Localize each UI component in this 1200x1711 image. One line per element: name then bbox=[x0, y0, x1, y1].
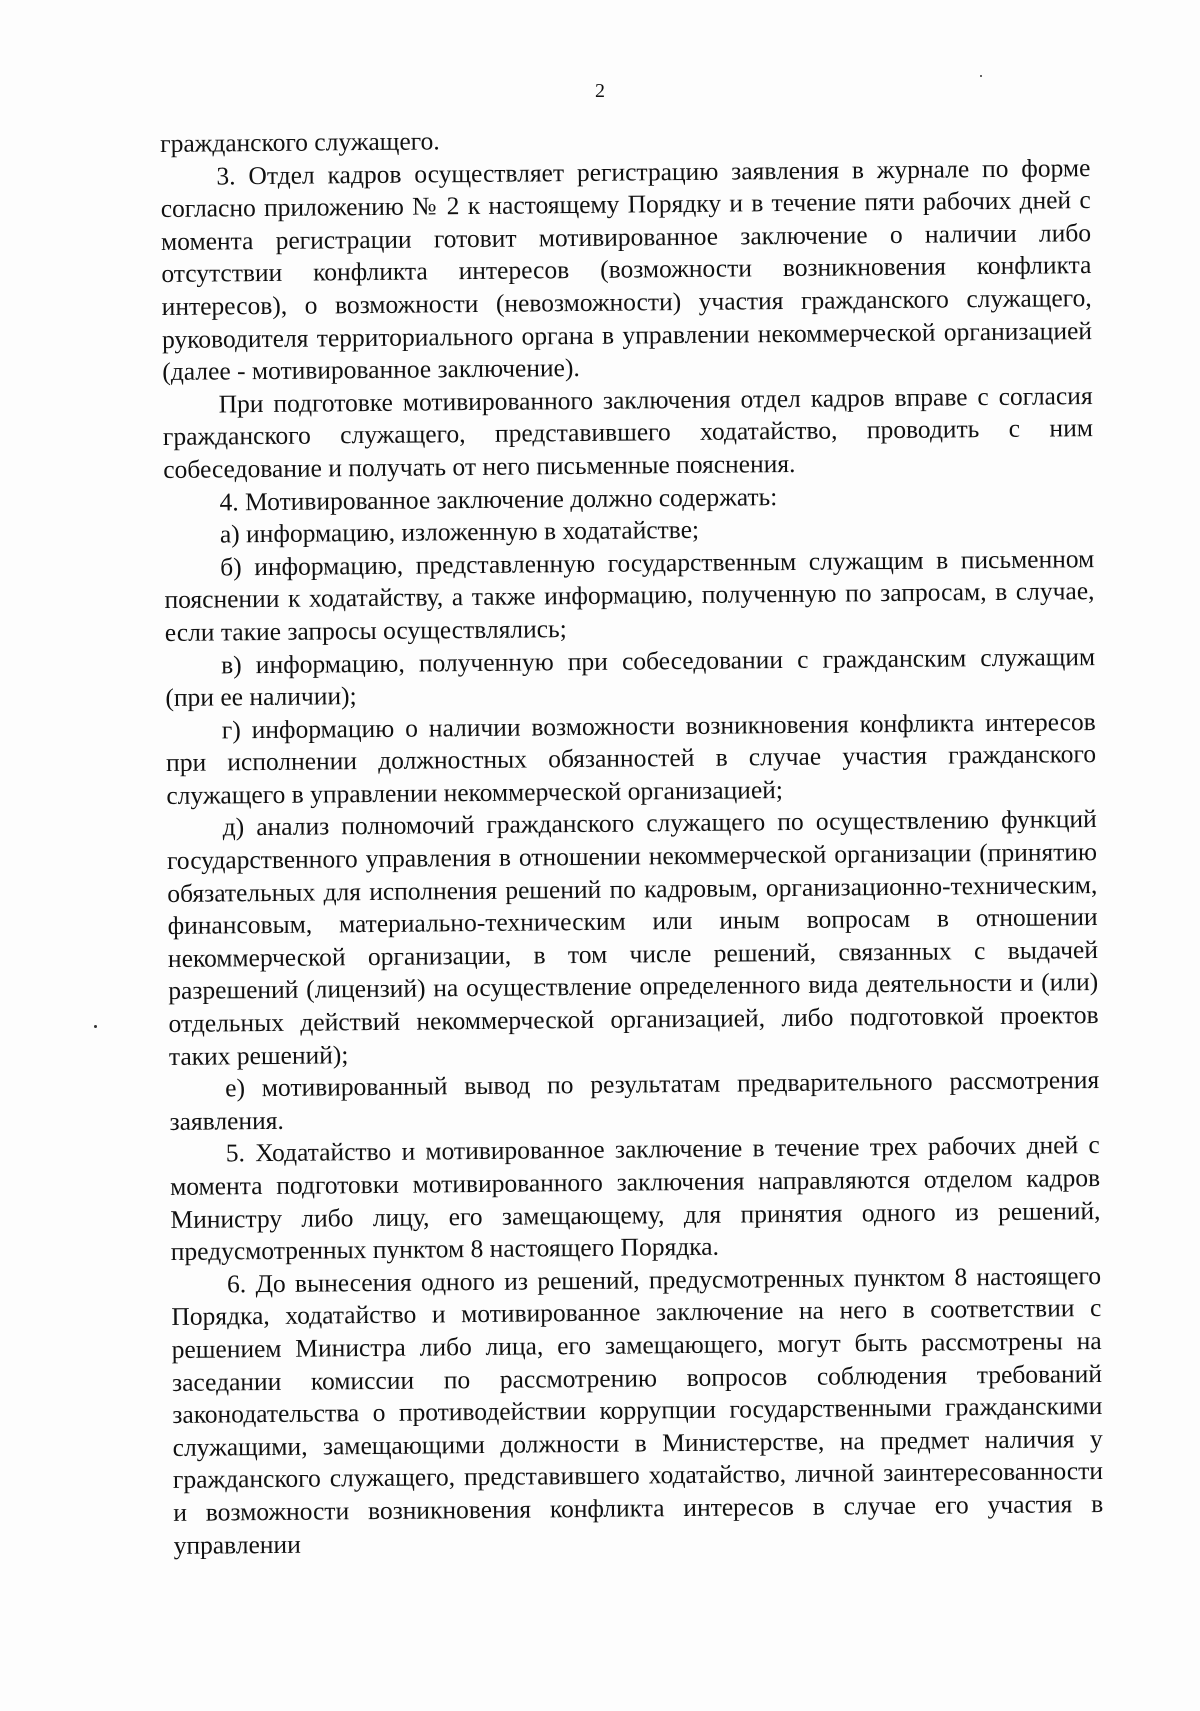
paragraph-item-3: 3. Отдел кадров осуществляет регистрацию заявления в журнале по форме согласно приложению № 2 к настоящему Порядку и в течение пяти рабочих дней с момента регистрации готовит мотивированное заключение о наличии либо отсутствии конфликта интересов (возможности возникновения конфликта интересов), о возможности (невозможности) участия гражданского служащего, руководителя территориального органа в управлении некоммерческой организацией (далее - мотивированное заключение). bbox=[160, 152, 1093, 387]
subitem-a: а) информацию, изложенную в ходатайстве; bbox=[219, 514, 700, 549]
scan-speck bbox=[94, 1025, 97, 1028]
paragraph-item-5: 5. Ходатайство и мотивированное заключение в течение трех рабочих дней с момента подготовки мотивированного заключения направляются отделом кадров Министру либо лицу, его замещающему, для принятия одного из решений, предусмотренных пунктом 8 настоящего Порядка. bbox=[170, 1130, 1101, 1267]
subitem-g: г) информацию о наличии возможности возникновения конфликта интересов при исполнении должностных обязанностей в случае участия гражданского служащего в управлении некоммерческой организацией; bbox=[165, 706, 1097, 810]
subitem-v: в) информацию, полученную при собеседовании с гражданским служащим (при ее наличии); bbox=[165, 641, 1096, 713]
subitem-e: е) мотивированный вывод по результатам предварительного рассмотрения заявления. bbox=[169, 1065, 1100, 1136]
document-body bbox=[160, 119, 1104, 1562]
subitem-d: д) анализ полномочий гражданского служащего по осуществлению функций государственного управления в отношении некоммерческой организации (принятию обязательных для исполнения решений по кадровым, организационно-техническим, финансовым, материально-техническим или иным вопросам в отношении некоммерческой организации, в том числе решений, связанных с выдачей разрешений (лицензий) на осуществление определенного вида деятельности и (или) отдельных действий некоммерческой организацией, либо подготовкой проектов таких решений); bbox=[166, 804, 1099, 1071]
page-number: 2 bbox=[595, 80, 605, 102]
paragraph-interview: При подготовке мотивированного заключения отдел кадров вправе с согласия гражданского служащего, представившего ходатайство, проводить с ним собеседование и получать от него письменные пояснения. bbox=[162, 380, 1094, 484]
paragraph-item-4: 4. Мотивированное заключение должно содержать: bbox=[219, 481, 778, 516]
scan-speck bbox=[980, 75, 982, 77]
paragraph-item-6: 6. До вынесения одного из решений, предусмотренных пунктом 8 настоящего Порядка, ходатайство и мотивированное заключение на него в соответствии с решением Министра либо лица, его замещающего, могут быть рассмотрены на заседании комиссии по рассмотрению вопросов соблюдения требований законодательства о противодействии коррупции государственными гражданскими служащими, замещающими должности в Министерстве, на предмет наличия у гражданского служащего, представившего ходатайство, личной заинтересованности и возможности возникновения конфликта интересов в случае его участия в управлении bbox=[171, 1260, 1104, 1560]
subitem-b: б) информацию, представленную государственным служащим в письменном пояснении к ходатайству, а также информацию, полученную по запросам, в случае, если такие запросы осуществлялись; bbox=[164, 543, 1095, 647]
paragraph-continuation: гражданского служащего. bbox=[160, 126, 440, 158]
